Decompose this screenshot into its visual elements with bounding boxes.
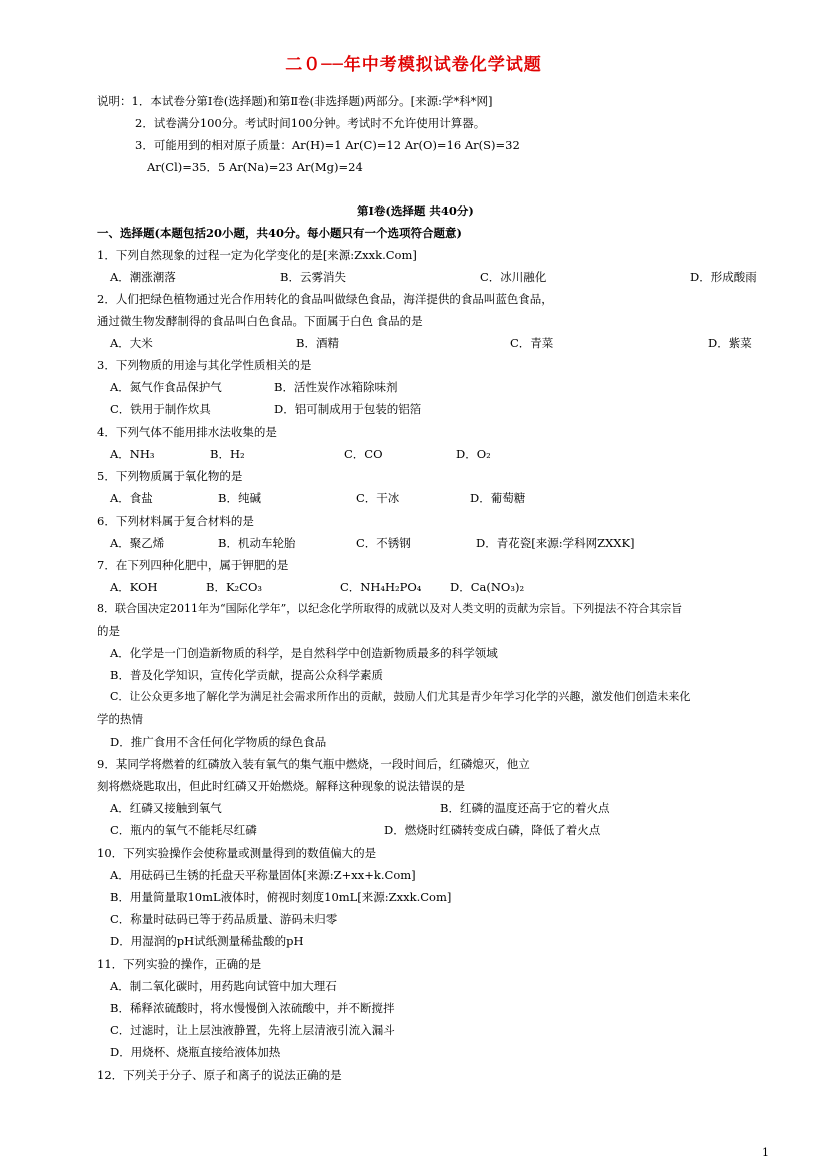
instructions-line-2: 2．试卷满分100分。考试时间100分钟。考试时不允许使用计算器。 — [135, 116, 486, 130]
q4-option-b: B．H₂ — [210, 447, 245, 461]
q9-stem-line-1: 9．某同学将燃着的红磷放入装有氧气的集气瓶中燃烧，一段时间后，红磷熄灭，他立 — [97, 757, 530, 771]
q5-option-d: D．葡萄糖 — [470, 491, 526, 505]
q1-stem: 1．下列自然现象的过程一定为化学变化的是[来源:Zxxk.Com] — [97, 248, 417, 262]
q9-option-c: C．瓶内的氧气不能耗尽红磷 — [110, 823, 257, 837]
q1-option-b: B．云雾消失 — [280, 270, 346, 284]
q8-option-d: D．推广食用不含任何化学物质的绿色食品 — [110, 735, 327, 749]
q8-option-c-line-1: C．让公众更多地了解化学为满足社会需求所作出的贡献，鼓励人们尤其是青少年学习化学的兴趣，激发他们创造未来化 — [110, 690, 691, 703]
q8-option-c-line-2: 学的热情 — [97, 712, 143, 726]
q9-option-a: A．红磷又接触到氧气 — [110, 801, 222, 815]
q9-option-b: B．红磷的温度还高于它的着火点 — [440, 801, 610, 815]
q2-option-b: B．酒精 — [296, 336, 339, 350]
q9-stem-line-2: 刻将燃烧匙取出，但此时红磷又开始燃烧。解释这种现象的说法错误的是 — [97, 779, 465, 793]
instructions-line-4: Ar(Cl)=35．5 Ar(Na)=23 Ar(Mg)=24 — [147, 160, 363, 174]
q8-option-a: A．化学是一门创造新物质的科学，是自然科学中创造新物质最多的科学领域 — [110, 646, 498, 660]
q9-option-d: D．燃烧时红磷转变成白磷，降低了着火点 — [384, 823, 601, 837]
q3-option-c: C．铁用于制作炊具 — [110, 402, 211, 416]
q2-option-d: D．紫菜 — [708, 336, 752, 350]
q10-option-a: A．用砝码已生锈的托盘天平称量固体[来源:Z+xx+k.Com] — [110, 868, 416, 882]
page-title: 二０──年中考模拟试卷化学试题 — [285, 55, 542, 75]
q4-option-d: D．O₂ — [456, 447, 491, 461]
q4-option-a: A．NH₃ — [110, 447, 155, 461]
q6-option-b: B．机动车轮胎 — [218, 536, 296, 550]
q10-stem: 10．下列实验操作会使称量或测量得到的数值偏大的是 — [97, 846, 377, 860]
q6-option-a: A．聚乙烯 — [110, 536, 165, 550]
instructions-line-1: 说明：1．本试卷分第Ⅰ卷(选择题)和第Ⅱ卷(非选择题)两部分。[来源:学*科*网] — [97, 94, 493, 108]
q7-stem: 7．在下列四种化肥中，属于钾肥的是 — [97, 558, 289, 572]
q10-option-d: D．用湿润的pH试纸测量稀盐酸的pH — [110, 934, 304, 948]
q2-stem-line-1: 2．人们把绿色植物通过光合作用转化的食品叫做绿色食品，海洋提供的食品叫蓝色食品， — [97, 292, 553, 306]
instructions-line-3: 3．可能用到的相对原子质量：Ar(H)=1 Ar(C)=12 Ar(O)=16 Ar(S)=32 — [135, 138, 520, 152]
q5-option-c: C．干冰 — [356, 491, 400, 505]
q11-option-c: C．过滤时，让上层浊液静置，先将上层清液引流入漏斗 — [110, 1023, 395, 1037]
q8-stem-line-2: 的是 — [97, 624, 120, 638]
q3-stem: 3．下列物质的用途与其化学性质相关的是 — [97, 358, 312, 372]
q8-option-b: B．普及化学知识，宣传化学贡献，提高公众科学素质 — [110, 668, 383, 682]
q11-option-a: A．制二氧化碳时，用药匙向试管中加大理石 — [110, 979, 337, 993]
q5-option-b: B．纯碱 — [218, 491, 261, 505]
q6-option-d: D．青花瓷[来源:学科网ZXXK] — [476, 536, 635, 550]
q3-option-d: D．铝可制成用于包装的铝箔 — [274, 402, 422, 416]
q6-option-c: C．不锈钢 — [356, 536, 411, 550]
q11-option-d: D．用烧杯、烧瓶直接给液体加热 — [110, 1045, 281, 1059]
q4-option-c: C．CO — [344, 447, 383, 461]
q6-stem: 6．下列材料属于复合材料的是 — [97, 514, 254, 528]
q1-option-a: A．潮涨潮落 — [110, 270, 176, 284]
q2-option-a: A．大米 — [110, 336, 153, 350]
q2-stem-line-2: 通过微生物发酵制得的食品叫白色食品。下面属于白色 食品的是 — [97, 314, 423, 328]
q1-option-d: D．形成酸雨 — [690, 270, 757, 284]
q10-option-b: B．用量筒量取10mL液体时，俯视时刻度10mL[来源:Zxxk.Com] — [110, 890, 452, 904]
q2-option-c: C．青菜 — [510, 336, 554, 350]
q7-option-d: D．Ca(NO₃)₂ — [450, 580, 525, 594]
q8-stem-line-1: 8．联合国决定2011年为“国际化学年”，以纪念化学所取得的成就以及对人类文明的贡献为宗旨。下列提法不符合其宗旨 — [97, 602, 683, 615]
section-heading: 第Ⅰ卷(选择题 共40分) — [357, 204, 474, 218]
q1-option-c: C．冰川融化 — [480, 270, 547, 284]
q7-option-a: A．KOH — [110, 580, 158, 594]
q7-option-b: B．K₂CO₃ — [206, 580, 262, 594]
q5-option-a: A．食盐 — [110, 491, 153, 505]
q10-option-c: C．称量时砝码已等于药品质量、游码未归零 — [110, 912, 338, 926]
q4-stem: 4．下列气体不能用排水法收集的是 — [97, 425, 277, 439]
q5-stem: 5．下列物质属于氧化物的是 — [97, 469, 243, 483]
section-subheading: 一、选择题(本题包括20小题，共40分。每小题只有一个选项符合题意) — [97, 226, 462, 240]
q3-option-b: B．活性炭作冰箱除味剂 — [274, 380, 398, 394]
q3-option-a: A．氮气作食品保护气 — [110, 380, 222, 394]
q12-stem: 12．下列关于分子、原子和离子的说法正确的是 — [97, 1068, 342, 1082]
page-number: 1 — [762, 1146, 769, 1159]
q11-option-b: B．稀释浓硫酸时，将水慢慢倒入浓硫酸中，并不断搅拌 — [110, 1001, 395, 1015]
q7-option-c: C．NH₄H₂PO₄ — [340, 580, 422, 594]
q11-stem: 11．下列实验的操作，正确的是 — [97, 957, 262, 971]
